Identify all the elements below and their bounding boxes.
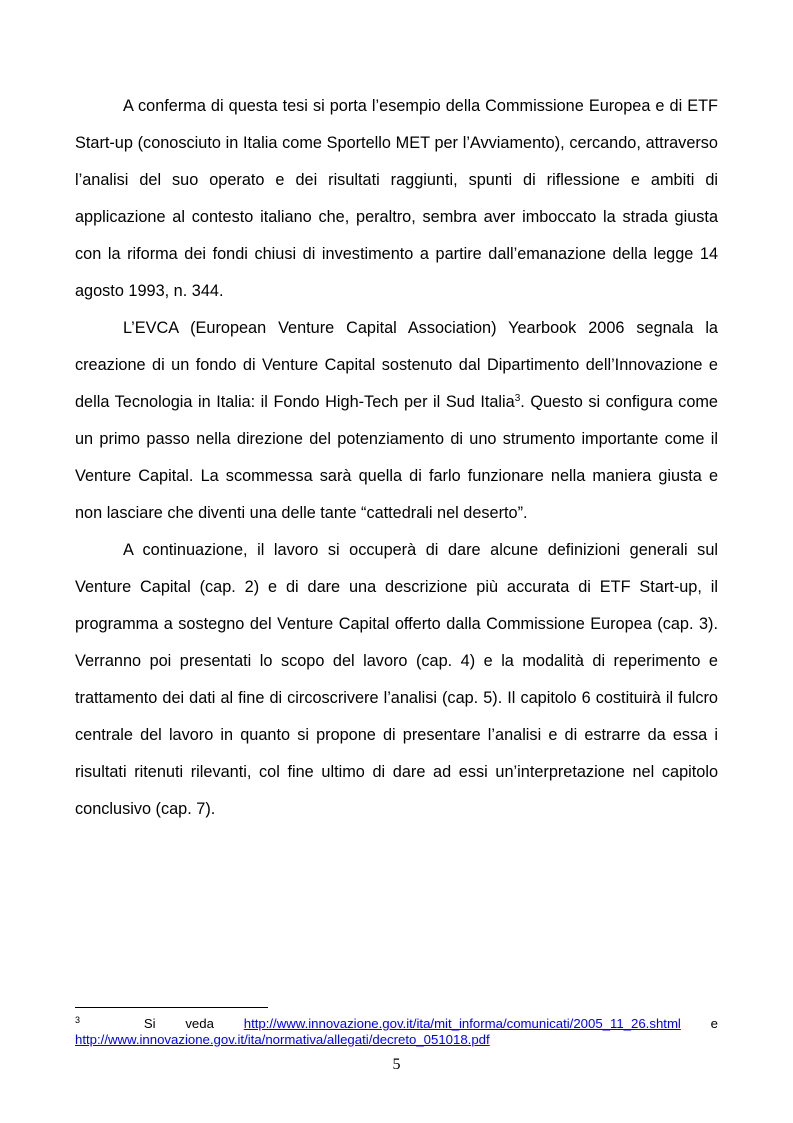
footnote-marker: 3 bbox=[75, 1015, 81, 1025]
paragraph-3-text: A continuazione, il lavoro si occuperà di dare alcune definizioni generali sul Venture Capital (cap. 2) e di dare una descrizione più accurata di ETF Start-up, il programma a sostegno del Venture Capital offerto dalla Commissione Europea (cap. 3). Verranno poi presentati lo scopo del lavoro (cap. 4) e la modalità di reperimento e trattamento dei dati al fine di circoscrivere l’analisi (cap. 5). Il capitolo 6 costituirà il fulcro centrale del lavoro in quanto si propone di presentare l’analisi e di estrarre da essa i risultati ritenuti rilevanti, col fine ultimo di dare ad essi un’interpretazione nel capitolo conclusivo (cap. 7). bbox=[75, 541, 718, 818]
paragraph-2-text-before: L’EVCA (European Venture Capital Association) Yearbook 2006 segnala la creazione di un fondo di Venture Capital sostenuto dal Dipartimento dell’Innovazione e della Tecnologia in Italia: il Fondo High-Tech per il Sud Italia bbox=[75, 319, 718, 411]
paragraph-3 bbox=[75, 532, 718, 828]
body-text bbox=[75, 88, 718, 828]
paragraph-1 bbox=[75, 88, 718, 310]
paragraph-2-text-after: . Questo si configura come un primo passo nella direzione del potenziamento di uno strumento importante come il Venture Capital. La scommessa sarà quella di farlo funzionare nella maniera giusta e non lasciare che diventi una delle tante “cattedrali nel deserto”. bbox=[75, 393, 718, 522]
footnote-line-2 bbox=[75, 1032, 718, 1048]
footnote-reference[interactable]: 3 bbox=[514, 393, 521, 404]
footnote-link-1[interactable]: http://www.innovazione.gov.it/ita/mit_informa/comunicati/2005_11_26.shtml bbox=[243, 1016, 681, 1031]
page-number: 5 bbox=[392, 1056, 401, 1073]
paragraph-1-text: A conferma di questa tesi si porta l’esempio della Commissione Europea e di ETF Start-up (conosciuto in Italia come Sportello MET per l’Avviamento), cercando, attraverso l’analisi del suo operato e dei risultati raggiunti, spunti di riflessione e ambiti di applicazione al contesto italiano che, peraltro, sembra aver imboccato la strada giusta con la riforma dei fondi chiusi di investimento a partire dall’emanazione della legge 14 agosto 1993, n. 344. bbox=[75, 97, 718, 300]
footnote-link-2[interactable]: http://www.innovazione.gov.it/ita/normativa/allegati/decreto_051018.pdf bbox=[75, 1032, 490, 1047]
footnote-separator bbox=[75, 1007, 268, 1008]
paragraph-2 bbox=[75, 310, 718, 532]
footnote bbox=[75, 1012, 718, 1048]
footnote-lead: Si veda bbox=[143, 1016, 214, 1031]
footnote-conjunction: e bbox=[710, 1016, 718, 1031]
footnote-line-1 bbox=[75, 1012, 718, 1032]
